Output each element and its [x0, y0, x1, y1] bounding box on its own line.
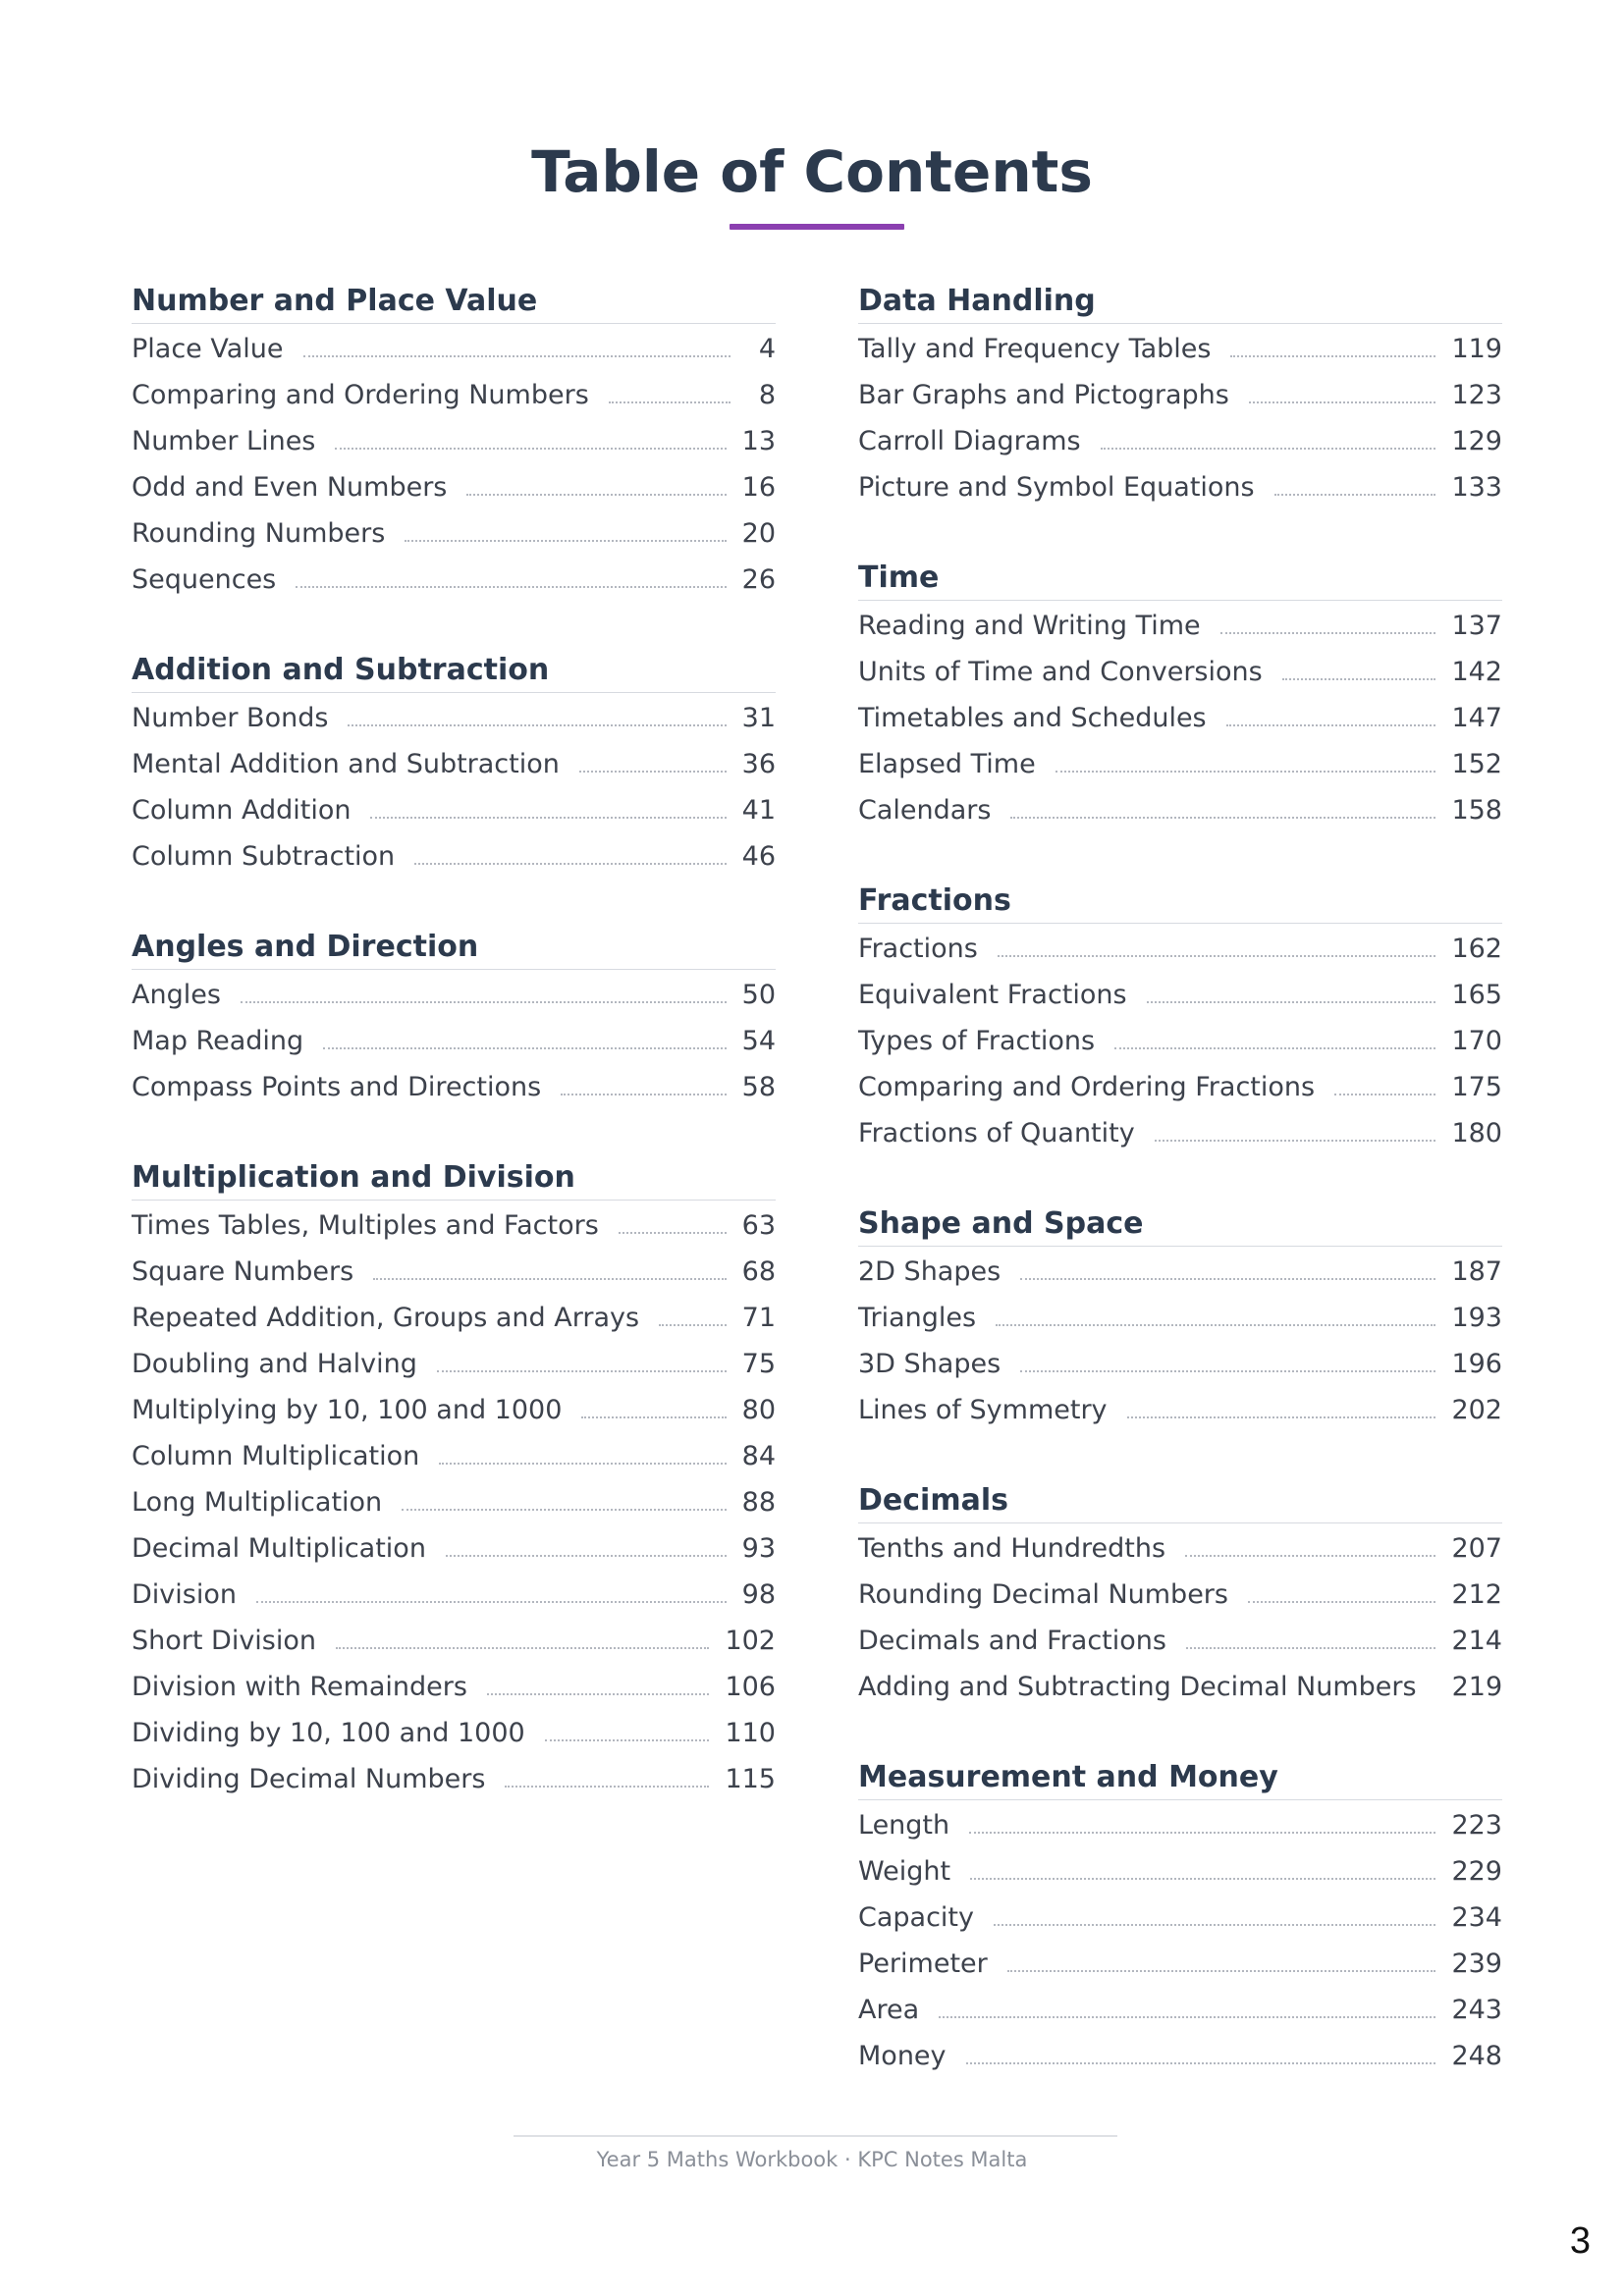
- toc-entry-title: Sequences: [132, 564, 277, 595]
- dot-leader: [414, 862, 726, 865]
- toc-entry-title: Doubling and Halving: [132, 1349, 417, 1379]
- toc-entry-page: 68: [741, 1256, 776, 1287]
- dot-leader: [1114, 1046, 1435, 1049]
- toc-entry[interactable]: [858, 1108, 1502, 1154]
- toc-entry[interactable]: [858, 647, 1502, 693]
- toc-entry-page: 170: [1451, 1026, 1502, 1056]
- dot-leader: [970, 1877, 1435, 1880]
- dot-leader: [998, 954, 1436, 957]
- toc-entry-page: 202: [1451, 1395, 1502, 1425]
- toc-entry[interactable]: [858, 1339, 1502, 1385]
- toc-entry-page: 180: [1451, 1118, 1502, 1148]
- toc-entry-title: Division with Remainders: [132, 1672, 467, 1702]
- toc-entry-title: Bar Graphs and Pictographs: [858, 380, 1229, 410]
- dot-leader: [439, 1462, 726, 1465]
- toc-entry-page: 8: [758, 380, 776, 410]
- toc-entry-page: 223: [1451, 1810, 1502, 1841]
- toc-entry-page: 229: [1451, 1856, 1502, 1887]
- toc-entry-title: Carroll Diagrams: [858, 426, 1081, 456]
- toc-entry[interactable]: [858, 1523, 1502, 1570]
- toc-entry-title: Comparing and Ordering Numbers: [132, 380, 589, 410]
- toc-entry-title: Tally and Frequency Tables: [858, 334, 1212, 364]
- toc-entry-title: Lines of Symmetry: [858, 1395, 1108, 1425]
- toc-entry-page: 115: [725, 1764, 776, 1794]
- toc-entry[interactable]: [858, 1016, 1502, 1062]
- toc-entry-title: Money: [858, 2041, 947, 2071]
- dot-leader: [619, 1231, 727, 1234]
- toc-entry-title: 2D Shapes: [858, 1256, 1001, 1287]
- section-heading: Number and Place Value: [132, 280, 776, 324]
- footer-text: Year 5 Maths Workbook · KPC Notes Malta: [596, 2148, 1028, 2171]
- dot-leader: [579, 770, 727, 773]
- dot-leader: [1226, 723, 1436, 726]
- toc-entry-title: Tenths and Hundredths: [858, 1533, 1166, 1564]
- toc-entry[interactable]: [132, 1431, 776, 1477]
- toc-entry-title: Equivalent Fractions: [858, 980, 1127, 1010]
- toc-entry-page: 41: [741, 795, 776, 826]
- footer-divider: [514, 2135, 1117, 2137]
- toc-entry-title: Compass Points and Directions: [132, 1072, 542, 1102]
- toc-entry[interactable]: [858, 1846, 1502, 1893]
- toc-entry[interactable]: [858, 601, 1502, 647]
- toc-entry-title: Repeated Addition, Groups and Arrays: [132, 1303, 640, 1333]
- toc-section: [858, 280, 1502, 508]
- toc-entry-title: Elapsed Time: [858, 749, 1036, 779]
- toc-entry[interactable]: [132, 831, 776, 878]
- dot-leader: [487, 1692, 709, 1695]
- toc-entry-page: 80: [741, 1395, 776, 1425]
- toc-section: [132, 926, 776, 1108]
- toc-entry-title: Short Division: [132, 1626, 317, 1656]
- toc-entry[interactable]: [132, 1247, 776, 1293]
- dot-leader: [1056, 770, 1436, 773]
- toc-entry-title: Odd and Even Numbers: [132, 472, 448, 503]
- dot-leader: [1155, 1139, 1436, 1142]
- dot-leader: [996, 1323, 1435, 1326]
- toc-entry-page: 243: [1451, 1995, 1502, 2025]
- dot-leader: [581, 1415, 726, 1418]
- toc-entry-page: 119: [1451, 334, 1502, 364]
- toc-entry[interactable]: [132, 1016, 776, 1062]
- toc-entry-page: 20: [741, 518, 776, 549]
- dot-leader: [1127, 1415, 1436, 1418]
- dot-leader: [1230, 354, 1435, 357]
- dot-leader: [609, 400, 731, 403]
- toc-entry-title: Map Reading: [132, 1026, 304, 1056]
- toc-entry[interactable]: [858, 1662, 1502, 1708]
- toc-entry-page: 214: [1451, 1626, 1502, 1656]
- dot-leader: [437, 1369, 727, 1372]
- toc-entry-title: Place Value: [132, 334, 284, 364]
- toc-entry-page: 239: [1451, 1949, 1502, 1979]
- toc-column-left: [132, 280, 776, 1848]
- toc-entry-page: 142: [1451, 657, 1502, 687]
- toc-entry-page: 31: [741, 703, 776, 733]
- toc-entry[interactable]: [858, 462, 1502, 508]
- toc-entry-page: 75: [741, 1349, 776, 1379]
- toc-entry-title: Decimals and Fractions: [858, 1626, 1166, 1656]
- dot-leader: [1274, 493, 1436, 496]
- page-title: Table of Contents: [531, 138, 1093, 205]
- toc-entry-page: 207: [1451, 1533, 1502, 1564]
- toc-entry-title: Reading and Writing Time: [858, 611, 1201, 641]
- toc-entry[interactable]: [858, 1570, 1502, 1616]
- toc-entry[interactable]: [132, 416, 776, 462]
- dot-leader: [1010, 816, 1435, 819]
- dot-leader: [1249, 400, 1436, 403]
- dot-leader: [1020, 1277, 1435, 1280]
- toc-entry-page: 147: [1451, 703, 1502, 733]
- toc-entry-title: Triangles: [858, 1303, 977, 1333]
- toc-entry-page: 4: [758, 334, 776, 364]
- toc-entry[interactable]: [858, 1800, 1502, 1846]
- toc-entry-page: 129: [1451, 426, 1502, 456]
- dot-leader: [1147, 1000, 1436, 1003]
- toc-entry[interactable]: [132, 693, 776, 739]
- toc-entry-title: Timetables and Schedules: [858, 703, 1207, 733]
- toc-entry-title: Comparing and Ordering Fractions: [858, 1072, 1316, 1102]
- dot-leader: [446, 1554, 727, 1557]
- toc-entry-title: Number Bonds: [132, 703, 329, 733]
- dot-leader: [1334, 1093, 1435, 1095]
- toc-section: [858, 1756, 1502, 2077]
- toc-entry-title: Rounding Numbers: [132, 518, 386, 549]
- toc-section: [858, 1479, 1502, 1708]
- toc-entry-page: 26: [741, 564, 776, 595]
- toc-entry[interactable]: [858, 1385, 1502, 1431]
- toc-section: [132, 1156, 776, 1800]
- toc-entry[interactable]: [132, 1570, 776, 1616]
- toc-section: [858, 880, 1502, 1154]
- toc-entry-page: 93: [741, 1533, 776, 1564]
- dot-leader: [323, 1046, 726, 1049]
- toc-entry-page: 102: [725, 1626, 776, 1656]
- toc-entry-title: Long Multiplication: [132, 1487, 383, 1518]
- section-heading: Measurement and Money: [858, 1756, 1502, 1800]
- toc-entry[interactable]: [858, 739, 1502, 785]
- dot-leader: [402, 1508, 726, 1511]
- toc-entry[interactable]: [132, 555, 776, 601]
- toc-entry-page: 63: [741, 1210, 776, 1241]
- toc-entry-page: 162: [1451, 934, 1502, 964]
- toc-entry-page: 13: [741, 426, 776, 456]
- toc-entry-page: 54: [741, 1026, 776, 1056]
- dot-leader: [303, 354, 731, 357]
- toc-entry-page: 36: [741, 749, 776, 779]
- toc-entry[interactable]: [132, 1201, 776, 1247]
- dot-leader: [659, 1323, 727, 1326]
- toc-entry-page: 88: [741, 1487, 776, 1518]
- dot-leader: [241, 1000, 727, 1003]
- dot-leader: [336, 1646, 709, 1649]
- toc-entry-title: Mental Addition and Subtraction: [132, 749, 560, 779]
- toc-entry-title: 3D Shapes: [858, 1349, 1001, 1379]
- dot-leader: [1185, 1554, 1435, 1557]
- toc-entry-page: 158: [1451, 795, 1502, 826]
- section-heading: Fractions: [858, 880, 1502, 924]
- toc-entry-title: Weight: [858, 1856, 951, 1887]
- toc-entry[interactable]: [858, 1293, 1502, 1339]
- toc-entry-title: Division: [132, 1579, 237, 1610]
- toc-entry-page: 137: [1451, 611, 1502, 641]
- section-heading: Decimals: [858, 1479, 1502, 1523]
- dot-leader: [545, 1738, 710, 1741]
- title-underline: [730, 224, 904, 230]
- toc-entry-title: Adding and Subtracting Decimal Numbers: [858, 1672, 1417, 1702]
- toc-section: [132, 649, 776, 878]
- section-heading: Shape and Space: [858, 1202, 1502, 1247]
- section-heading: Addition and Subtraction: [132, 649, 776, 693]
- toc-section: [858, 557, 1502, 831]
- toc-entry[interactable]: [132, 785, 776, 831]
- dot-leader: [1020, 1369, 1435, 1372]
- toc-entry-page: 212: [1451, 1579, 1502, 1610]
- toc-entry-title: Column Multiplication: [132, 1441, 420, 1471]
- toc-entry-title: Area: [858, 1995, 920, 2025]
- toc-entry[interactable]: [858, 1247, 1502, 1293]
- toc-entry-page: 58: [741, 1072, 776, 1102]
- dot-leader: [1007, 1969, 1436, 1972]
- toc-entry[interactable]: [132, 370, 776, 416]
- toc-entry[interactable]: [132, 970, 776, 1016]
- toc-entry-title: Length: [858, 1810, 950, 1841]
- toc-entry[interactable]: [132, 1339, 776, 1385]
- toc-entry-title: Column Addition: [132, 795, 352, 826]
- toc-entry-title: Multiplying by 10, 100 and 1000: [132, 1395, 563, 1425]
- dot-leader: [994, 1923, 1435, 1926]
- dot-leader: [939, 2015, 1435, 2018]
- dot-leader: [296, 585, 726, 588]
- toc-entry-page: 123: [1451, 380, 1502, 410]
- section-heading: Angles and Direction: [132, 926, 776, 970]
- toc-entry-page: 98: [741, 1579, 776, 1610]
- toc-entry-page: 193: [1451, 1303, 1502, 1333]
- toc-entry[interactable]: [858, 924, 1502, 970]
- toc-entry-page: 219: [1451, 1672, 1503, 1702]
- dot-leader: [561, 1093, 726, 1095]
- dot-leader: [405, 539, 726, 542]
- toc-entry[interactable]: [132, 1293, 776, 1339]
- toc-entry-title: Decimal Multiplication: [132, 1533, 426, 1564]
- toc-entry[interactable]: [858, 970, 1502, 1016]
- toc-entry[interactable]: [132, 1708, 776, 1754]
- toc-entry-page: 248: [1451, 2041, 1502, 2071]
- toc-entry-title: Column Subtraction: [132, 841, 396, 872]
- toc-entry[interactable]: [132, 1477, 776, 1523]
- section-heading: Multiplication and Division: [132, 1156, 776, 1201]
- toc-entry-title: Square Numbers: [132, 1256, 354, 1287]
- toc-entry-title: Units of Time and Conversions: [858, 657, 1263, 687]
- toc-entry-page: 152: [1451, 749, 1502, 779]
- toc-entry[interactable]: [858, 416, 1502, 462]
- toc-entry-title: Dividing Decimal Numbers: [132, 1764, 486, 1794]
- toc-entry-page: 165: [1451, 980, 1502, 1010]
- toc-entry-title: Times Tables, Multiples and Factors: [132, 1210, 599, 1241]
- toc-entry[interactable]: [858, 1616, 1502, 1662]
- dot-leader: [335, 447, 726, 450]
- toc-entry-title: Number Lines: [132, 426, 316, 456]
- dot-leader: [348, 723, 726, 726]
- dot-leader: [466, 493, 726, 496]
- dot-leader: [373, 1277, 726, 1280]
- toc-entry-page: 50: [741, 980, 776, 1010]
- toc-entry[interactable]: [858, 693, 1502, 739]
- toc-entry-title: Types of Fractions: [858, 1026, 1096, 1056]
- toc-entry-title: Picture and Symbol Equations: [858, 472, 1255, 503]
- toc-column-right: [858, 280, 1502, 2125]
- toc-entry[interactable]: [858, 324, 1502, 370]
- dot-leader: [969, 1831, 1435, 1834]
- toc-entry-page: 106: [725, 1672, 776, 1702]
- toc-entry[interactable]: [858, 1062, 1502, 1108]
- toc-entry-title: Calendars: [858, 795, 992, 826]
- toc-entry-page: 110: [725, 1718, 776, 1748]
- toc-entry[interactable]: [858, 370, 1502, 416]
- toc-entry[interactable]: [858, 1939, 1502, 1985]
- toc-entry[interactable]: [858, 1893, 1502, 1939]
- toc-entry[interactable]: [858, 1985, 1502, 2031]
- toc-entry[interactable]: [132, 324, 776, 370]
- toc-entry-title: Fractions of Quantity: [858, 1118, 1135, 1148]
- toc-entry[interactable]: [132, 1523, 776, 1570]
- toc-entry-page: 234: [1451, 1902, 1502, 1933]
- toc-entry-title: Dividing by 10, 100 and 1000: [132, 1718, 525, 1748]
- section-heading: Time: [858, 557, 1502, 601]
- toc-entry-title: Fractions: [858, 934, 978, 964]
- toc-entry-title: Capacity: [858, 1902, 974, 1933]
- toc-entry[interactable]: [132, 1662, 776, 1708]
- toc-entry-page: 175: [1451, 1072, 1502, 1102]
- dot-leader: [505, 1785, 709, 1788]
- toc-entry-page: 133: [1451, 472, 1502, 503]
- toc-entry-title: Angles: [132, 980, 221, 1010]
- toc-section: [858, 1202, 1502, 1431]
- toc-entry[interactable]: [858, 2031, 1502, 2077]
- dot-leader: [1186, 1646, 1435, 1649]
- toc-entry-page: 84: [741, 1441, 776, 1471]
- toc-entry-page: 71: [741, 1303, 776, 1333]
- toc-entry-page: 187: [1451, 1256, 1502, 1287]
- toc-entry[interactable]: [132, 739, 776, 785]
- toc-entry-title: Rounding Decimal Numbers: [858, 1579, 1228, 1610]
- dot-leader: [1220, 631, 1436, 634]
- toc-entry-page: 16: [741, 472, 776, 503]
- toc-entry[interactable]: [132, 1385, 776, 1431]
- dot-leader: [1101, 447, 1436, 450]
- dot-leader: [966, 2061, 1436, 2064]
- toc-entry-title: Perimeter: [858, 1949, 988, 1979]
- toc-entry[interactable]: [132, 1062, 776, 1108]
- toc-entry-page: 196: [1451, 1349, 1502, 1379]
- toc-entry[interactable]: [132, 1754, 776, 1800]
- toc-entry[interactable]: [132, 462, 776, 508]
- dot-leader: [256, 1600, 727, 1603]
- toc-entry[interactable]: [132, 1616, 776, 1662]
- page-number: 3: [1569, 2220, 1591, 2262]
- toc-section: [132, 280, 776, 601]
- section-heading: Data Handling: [858, 280, 1502, 324]
- dot-leader: [1248, 1600, 1435, 1603]
- dot-leader: [370, 816, 726, 819]
- dot-leader: [1282, 677, 1436, 680]
- toc-entry[interactable]: [858, 785, 1502, 831]
- toc-entry-page: 46: [741, 841, 776, 872]
- toc-entry[interactable]: [132, 508, 776, 555]
